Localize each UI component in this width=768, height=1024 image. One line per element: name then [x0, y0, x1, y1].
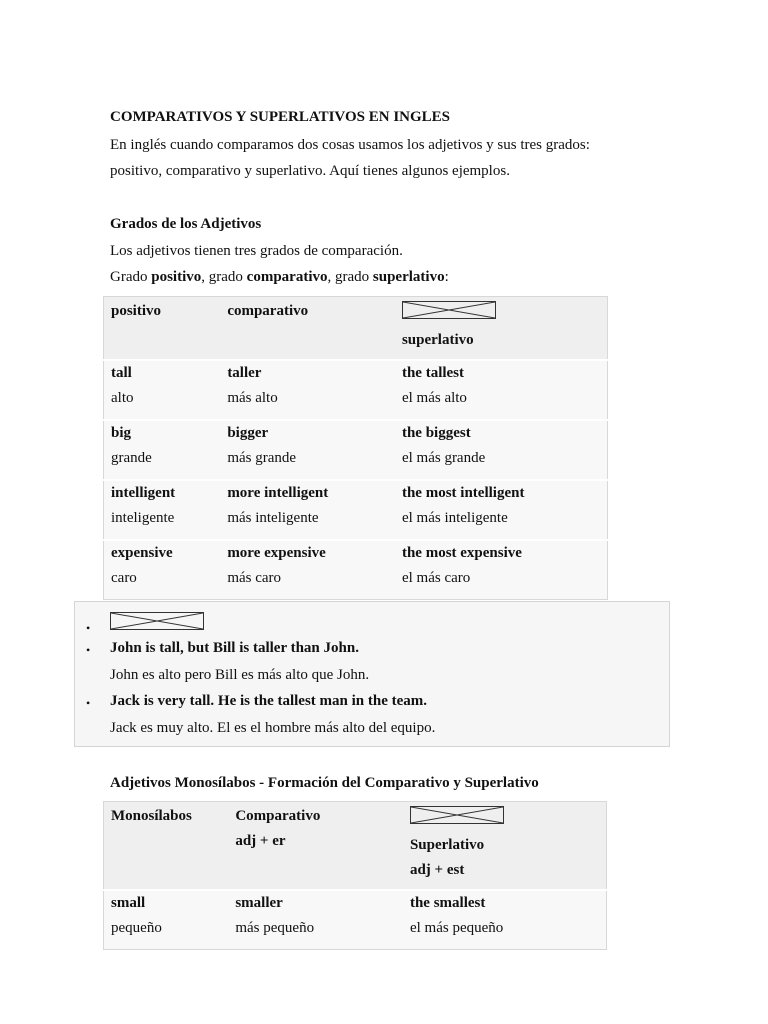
cell-en: the smallest: [409, 894, 486, 911]
header-comparativo-rule: adj + er: [235, 833, 286, 849]
cell-es: grande: [111, 449, 152, 466]
table-row: [104, 360, 608, 420]
section-heading-grados: Grados de los Adjetivos: [110, 216, 262, 232]
degrees-table: [103, 296, 608, 600]
example-en: John is tall, but Bill is taller than John.: [110, 640, 359, 656]
grado-line: Grado positivo, grado comparativo, grado superlativo:: [110, 269, 449, 285]
table-row: [104, 420, 608, 480]
table-header-row: [104, 297, 608, 360]
cell-en: bigger: [227, 424, 269, 441]
broken-image-icon: [110, 612, 204, 630]
cell-en: tall: [111, 364, 132, 381]
section-heading-monosilabos: Adjetivos Monosílabos - Formación del Comparativo y Superlativo: [110, 775, 539, 791]
cell-es: más alto: [227, 389, 278, 406]
header-comparativo: Comparativo: [235, 808, 321, 824]
cell-es: más grande: [227, 449, 297, 466]
cell-en: intelligent: [111, 484, 176, 501]
cell-es: más pequeño: [235, 919, 315, 936]
monosyllable-table: [103, 801, 607, 950]
cell-en: big: [111, 424, 132, 441]
bullet-icon: •: [86, 621, 91, 635]
cell-en: the biggest: [401, 424, 471, 441]
intro-line-1: En inglés cuando comparamos dos cosas usamos los adjetivos y sus tres grados:: [110, 137, 590, 153]
example-es: Jack es muy alto. El es el hombre más alto del equipo.: [110, 720, 436, 736]
cell-en: taller: [227, 364, 262, 381]
header-comparativo: comparativo: [227, 303, 309, 319]
cell-es: más inteligente: [227, 509, 319, 526]
bullet-icon: •: [86, 643, 91, 657]
cell-es: el más caro: [401, 569, 471, 586]
intro-line-2: positivo, comparativo y superlativo. Aquí tienes algunos ejemplos.: [110, 163, 510, 179]
cell-en: small: [111, 894, 146, 911]
cell-en: smaller: [235, 894, 283, 911]
page-title: COMPARATIVOS Y SUPERLATIVOS EN INGLES: [110, 109, 451, 125]
cell-es: inteligente: [111, 509, 175, 526]
cell-en: more intelligent: [227, 484, 329, 501]
header-positivo: positivo: [111, 303, 162, 319]
header-superlativo-rule: adj + est: [409, 862, 465, 878]
table-row: [104, 540, 608, 600]
cell-en: the most expensive: [401, 544, 522, 561]
cell-en: the tallest: [401, 364, 465, 381]
cell-es: alto: [111, 389, 134, 406]
cell-es: pequeño: [111, 919, 162, 936]
broken-image-icon: [410, 806, 504, 824]
header-superlativo: Superlativo: [409, 837, 485, 853]
cell-es: el más pequeño: [409, 919, 504, 936]
cell-es: el más inteligente: [401, 509, 508, 526]
example-es: John es alto pero Bill es más alto que John.: [110, 667, 370, 683]
header-superlativo: superlativo: [401, 332, 474, 348]
section-text-grados: Los adjetivos tienen tres grados de comparación.: [110, 243, 403, 259]
cell-es: el más grande: [401, 449, 486, 466]
table-row: [104, 890, 607, 950]
cell-en: the most intelligent: [401, 484, 525, 501]
bullet-icon: •: [86, 696, 91, 710]
header-monosilabos: Monosílabos: [111, 808, 192, 824]
broken-image-icon: [402, 301, 496, 319]
table-header-row: [104, 802, 607, 890]
table-row: [104, 480, 608, 540]
cell-es: caro: [111, 569, 137, 586]
cell-en: more expensive: [227, 544, 326, 561]
example-en: Jack is very tall. He is the tallest man in the team.: [110, 693, 428, 709]
cell-es: el más alto: [401, 389, 467, 406]
cell-es: más caro: [227, 569, 282, 586]
cell-en: expensive: [111, 544, 173, 561]
